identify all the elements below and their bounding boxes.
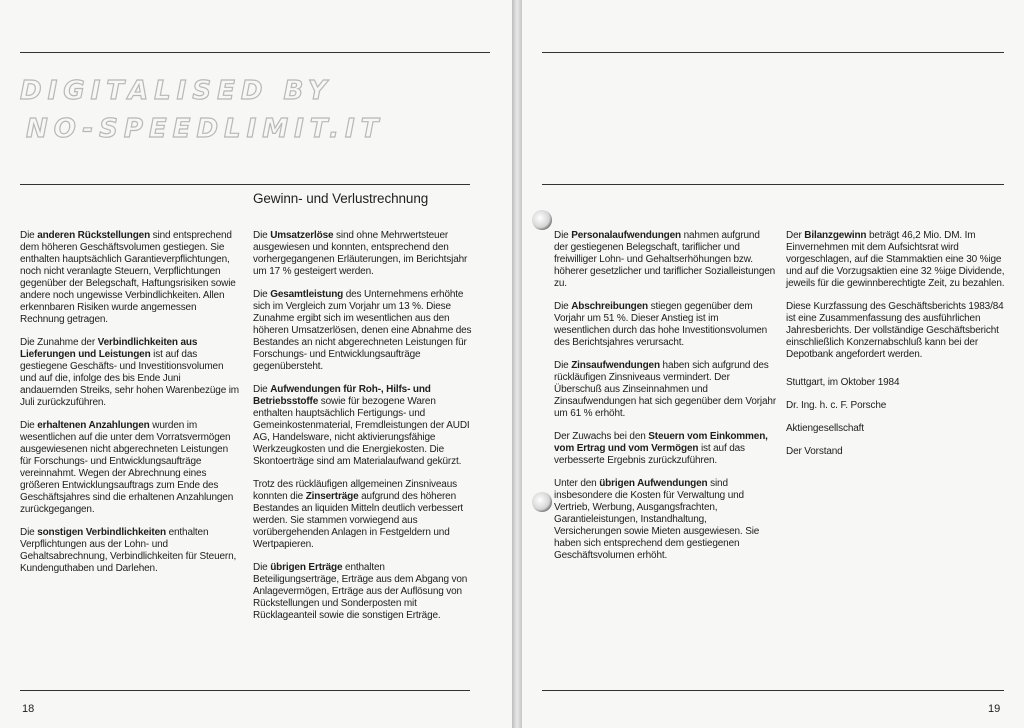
paragraph-keyword: Zinserträge: [305, 491, 359, 502]
section-rule-right: [542, 184, 1004, 185]
watermark-line1: DIGITALISED BY: [20, 76, 333, 106]
paragraph-keyword: sonstigen Verbindlichkeiten: [37, 527, 166, 538]
paragraph-text: haben sich aufgrund des rückläufigen Zinsniveaus vermindert. Der Überschuß aus Zinseinnahmen und Zinsaufwendungen hat sich gegenüber dem Vorjahr um 61 % erhöht.: [554, 360, 776, 419]
page-number-left: 18: [22, 703, 35, 715]
paragraph: [786, 230, 1008, 290]
paragraph-text: Die: [554, 301, 572, 312]
paragraph: [253, 384, 473, 468]
paragraph: [786, 301, 1008, 361]
paragraph-text: Trotz des rückläufigen allgemeinen Zinsniveaus konnten die: [253, 479, 457, 502]
paragraph-text: Die: [554, 360, 572, 371]
paragraph: [20, 527, 240, 575]
signature-line2: Aktiengesellschaft: [786, 423, 864, 434]
book-gutter: [512, 0, 522, 728]
paragraph-text: Unter den: [554, 478, 600, 489]
paragraph-text: stiegen gegenüber dem Vorjahr um 51 %. Dieser Anstieg ist im wesentlichen durch das hohe Investitionsvolumen des Berichtsjahres verursacht.: [554, 301, 768, 348]
page-number-right: 19: [988, 703, 1001, 715]
paragraph-text: enthalten Verpflichtungen aus der Lohn- und Gehaltsabrechnung, Verbindlichkeiten für Steuern, Kundenguthaben und Darlehen.: [20, 527, 237, 574]
right-column-2: [786, 230, 1008, 469]
paragraph: [253, 289, 473, 373]
paragraph-text: sind ohne Mehrwertsteuer ausgewiesen und konnten, entsprechend den vorhergegangenen Erläuterungen, im Berichtsjahr um 17 % gesteigert werden.: [253, 230, 468, 277]
paragraph-text: Diese Kurzfassung des Geschäftsberichts 1983/84 ist eine Zusammenfassung des ausführlichen Jahresberichts. Der vollständige Geschäftsbericht einschließlich Konzernabschluß kann bei der Depotbank angefordert werden.: [786, 301, 1004, 360]
paragraph-text: aufgrund des höheren Bestandes an liquiden Mitteln deutlich verbessert werden. Sie stammen vorwiegend aus vorübergehenden Anlagen in Festgeldern und Wertpapieren.: [253, 491, 463, 550]
paragraph: [554, 360, 776, 420]
right-page: [522, 0, 1024, 728]
paragraph: [554, 301, 776, 349]
paragraph-text: Die: [20, 527, 38, 538]
section-title: Gewinn- und Verlustrechnung: [253, 191, 429, 206]
paragraph-text: Die: [253, 562, 271, 573]
paragraph-keyword: Umsatzerlöse: [270, 230, 334, 241]
paragraph-text: Der: [786, 230, 805, 241]
paragraph-text: sowie für bezogene Waren enthalten hauptsächlich Fertigungs- und Gemeinkostenmaterial, Fremdleistungen der AUDI AG, Handelsware, nicht aktivierungsfähige Werkzeugkosten und die Energiekosten. Die Skontoerträge sind am Materialaufwand gekürzt.: [253, 396, 470, 467]
paragraph-keyword: Personalaufwendungen: [571, 230, 681, 241]
paragraph: [20, 337, 240, 409]
section-rule: [20, 184, 470, 185]
signature-line3: Der Vorstand: [786, 446, 843, 457]
punch-hole-top: [532, 210, 552, 230]
paragraph-text: Der Zuwachs bei den: [554, 431, 649, 442]
paragraph-text: beträgt 46,2 Mio. DM. Im Einvernehmen mit dem Aufsichtsrat wird vorgeschlagen, auf die Stammaktien eine 30 %ige und auf die Vorzugsaktien eine 32 %ige Dividende, jeweils für die gewinnberechtigte Zeit, zu bezahlen.: [786, 230, 1005, 289]
bottom-rule-right: [542, 690, 1004, 691]
paragraph-text: Die: [253, 230, 271, 241]
paragraph-keyword: übrigen Aufwendungen: [599, 478, 708, 489]
paragraph-keyword: Steuern vom Einkommen, vom Ertrag und vom Vermögen: [554, 431, 768, 454]
punch-hole-bottom: [532, 492, 552, 512]
paragraph-text: enthalten Beteiligungserträge, Erträge aus dem Abgang von Anlagevermögen, Erträge aus der Auflösung von Rückstellungen und Sonderposten mit Rücklageanteil sowie die sonstigen Erträge.: [253, 562, 468, 621]
paragraph-text: Die: [20, 420, 38, 431]
paragraph-text: des Unternehmens erhöhte sich im Vergleich zum Vorjahr um 13 %. Diese Zunahme ergibt sich im wesentlichen aus den höheren Umsatzerlösen, denen eine Abnahme des Bestandes an nicht abgerechneten Leistungen für Forschungs- und Entwicklungsaufträge gegenübersteht.: [253, 289, 472, 372]
paragraph-text: Die: [20, 230, 38, 241]
bottom-rule: [20, 690, 470, 691]
paragraph: [20, 230, 240, 326]
paragraph-text: Die Zunahme der: [20, 337, 98, 348]
paragraph: [554, 230, 776, 290]
paragraph: [253, 230, 473, 278]
paragraph: [253, 562, 473, 622]
left-column-1: [20, 230, 240, 586]
paragraph: [554, 431, 776, 467]
watermark-line2: NO-SPEEDLIMIT.IT: [26, 114, 385, 144]
paragraph-text: wurden im wesentlichen auf die unter dem Vorratsvermögen ausgewiesenen nicht abgerechneten Leistungen für Forschungs- und Entwicklungsaufträge vereinnahmt. Wegen der Abrechnung eines größeren Entwicklungsauftrags zum Ende des Geschäftsjahres sind die erhaltenen Anzahlungen zurückgegangen.: [20, 420, 234, 515]
paragraph-keyword: Zinsaufwendungen: [571, 360, 660, 371]
top-rule: [20, 52, 490, 53]
top-rule-right: [542, 52, 1004, 53]
paragraph-keyword: übrigen Erträge: [270, 562, 343, 573]
paragraph-keyword: Aufwendungen für Roh-, Hilfs- und Betriebsstoffe: [253, 384, 431, 407]
paragraph-text: ist auf das gestiegene Geschäfts- und Investitionsvolumen und auf die, infolge des bis Ende Juni andauernden Streiks, sehr hohen Warenbezüge im Juli zurückzuführen.: [20, 349, 239, 408]
paragraph: [554, 478, 776, 562]
right-column-2-paragraphs: [786, 230, 1008, 361]
paragraph-keyword: anderen Rückstellungen: [37, 230, 151, 241]
paragraph-text: Die: [554, 230, 572, 241]
paragraph-text: ist auf das verbesserte Ergebnis zurückzuführen.: [554, 443, 745, 466]
paragraph-keyword: Bilanzgewinn: [804, 230, 867, 241]
paragraph-keyword: Verbindlichkeiten aus Lieferungen und Leistungen: [20, 337, 198, 360]
paragraph: [253, 479, 473, 551]
paragraph-text: sind insbesondere die Kosten für Verwaltung und Vertrieb, Werbung, Ausgangsfrachten, Garantieleistungen, Instandhaltung, Versicherungen sowie Mieten ausgewiesen. Sie haben sich entsprechend dem gestiegenen Geschäftsvolumen erhöht.: [554, 478, 760, 561]
paragraph: [20, 420, 240, 516]
paragraph-text: nahmen aufgrund der gestiegenen Belegschaft, tariflicher und freiwilliger Lohn- und Gehaltserhöhungen bzw. höherer gesetzlicher und tariflicher Sozialleistungen zu.: [554, 230, 776, 289]
paragraph-text: Die: [253, 384, 271, 395]
right-column-1: [554, 230, 776, 573]
left-column-2: [253, 230, 473, 633]
paragraph-keyword: Gesamtleistung: [270, 289, 344, 300]
paragraph-text: Die: [253, 289, 271, 300]
paragraph-text: sind entsprechend dem höheren Geschäftsvolumen gestiegen. Sie enthalten hauptsächlich Garantieverpflichtungen, noch nicht veranlagte Steuern, Verpflichtungen gegenüber der Belegschaft, Haftungsrisiken sowie andere noch ungewisse Verbindlichkeiten. Allen erkennbaren Risiken wurde angemessen Rechnung getragen.: [20, 230, 236, 325]
paragraph-keyword: Abschreibungen: [571, 301, 648, 312]
place-date: Stuttgart, im Oktober 1984: [786, 377, 900, 388]
signature-line1: Dr. Ing. h. c. F. Porsche: [786, 400, 887, 411]
paragraph-keyword: erhaltenen Anzahlungen: [37, 420, 150, 431]
